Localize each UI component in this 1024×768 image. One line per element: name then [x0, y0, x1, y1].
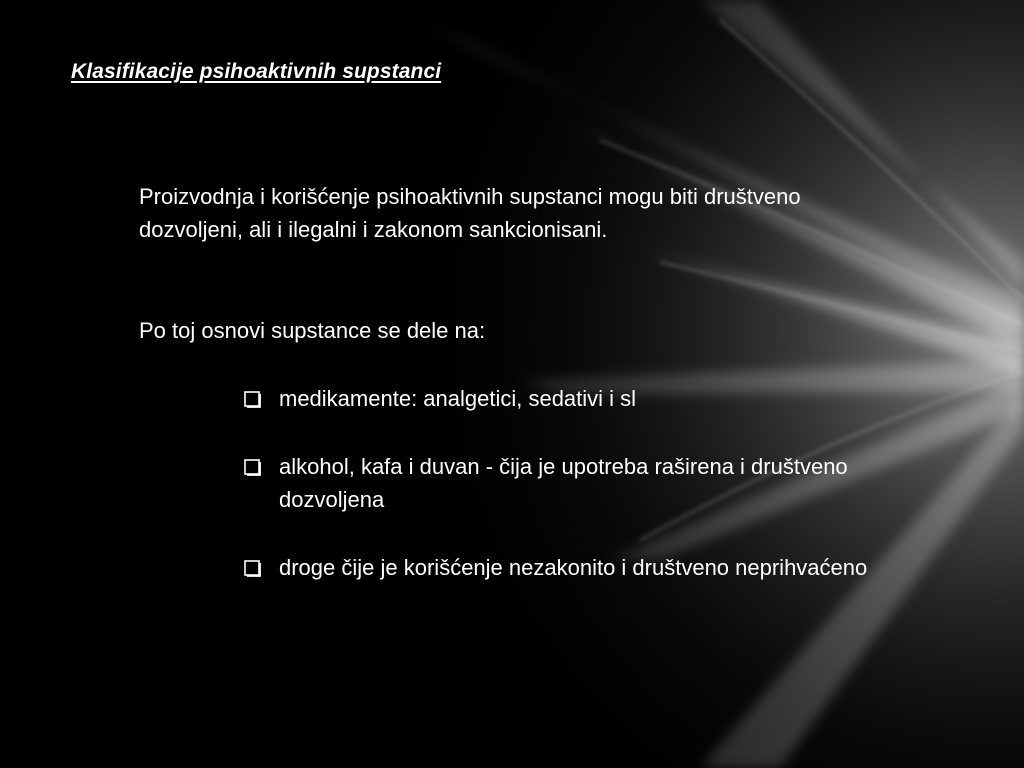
list-item	[243, 450, 923, 516]
slide-title: Klasifikacije psihoaktivnih supstanci	[71, 60, 442, 83]
checkbox-outline-icon	[243, 551, 279, 584]
intro-paragraph: Proizvodnja i korišćenje psihoaktivnih supstanci mogu biti društveno dozvoljeni, ali i ilegalni i zakonom sankcionisani.	[139, 184, 801, 242]
checkbox-outline-icon	[243, 382, 279, 415]
list-item-text: alkohol, kafa i duvan - čija je upotreba raširena i društveno dozvoljena	[279, 454, 848, 512]
list-item-text: droge čije je korišćenje nezakonito i društveno neprihvaćeno	[279, 555, 868, 580]
list-item	[243, 382, 923, 415]
classification-lead-in: Po toj osnovi supstance se dele na:	[139, 318, 486, 343]
list-item	[243, 551, 923, 584]
list-item-text: medikamente: analgetici, sedativi i sl	[279, 386, 637, 411]
substance-category-list	[243, 382, 923, 619]
checkbox-outline-icon	[243, 450, 279, 483]
